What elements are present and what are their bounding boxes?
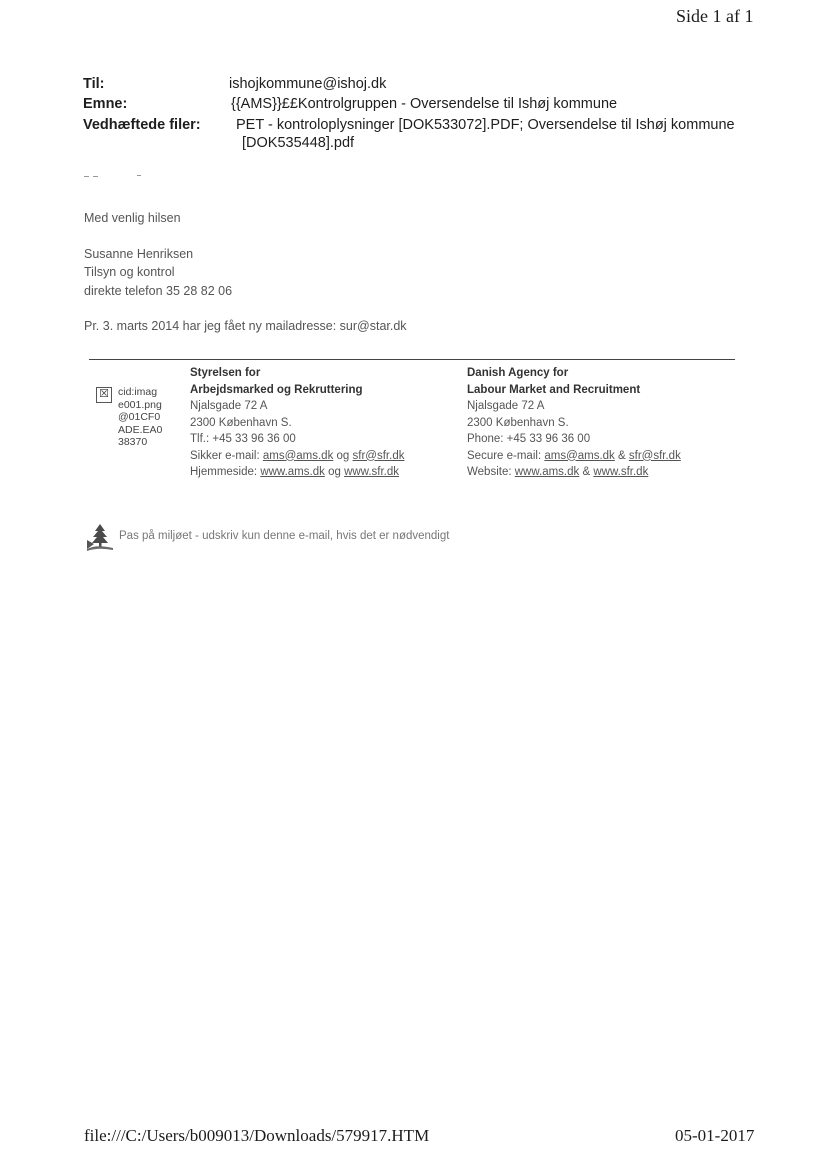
- tree-icon: [86, 522, 114, 552]
- street-address: Njalsgade 72 A: [190, 400, 268, 412]
- sender-department: Tilsyn og kontrol: [84, 265, 175, 279]
- agency-name-line1: Danish Agency for: [467, 367, 569, 379]
- image-alt-line: ADE.EA0: [118, 423, 163, 436]
- website-separator: og: [328, 466, 341, 478]
- agency-name-line1: Styrelsen for: [190, 367, 261, 379]
- signature-english: [467, 365, 681, 481]
- email-link-ams[interactable]: ams@ams.dk: [544, 449, 615, 462]
- subject-value: {{AMS}}££Kontrolgruppen - Oversendelse til Ishøj kommune: [231, 96, 618, 112]
- image-alt-line: 38370: [118, 436, 148, 448]
- eco-notice: Pas på miljøet - udskriv kun denne e-mail, hvis det er nødvendigt: [119, 530, 450, 542]
- website-link-sfr[interactable]: www.sfr.dk: [593, 466, 649, 478]
- email-separator: og: [336, 449, 350, 462]
- street-address: Njalsgade 72 A: [467, 400, 545, 412]
- email-label: Secure e-mail:: [467, 449, 542, 462]
- website-line: [190, 464, 404, 481]
- city-address: 2300 København S.: [467, 416, 569, 429]
- attachments-value-line2: [DOK535448].pdf: [242, 135, 355, 151]
- city-address: 2300 København S.: [190, 416, 292, 429]
- to-value: ishojkommune@ishoj.dk: [229, 76, 387, 92]
- scan-mark: [137, 175, 141, 176]
- agency-name-line2: Labour Market and Recruitment: [467, 383, 641, 396]
- website-label: Website:: [467, 466, 512, 478]
- scan-mark: [93, 176, 98, 177]
- email-separator: &: [618, 449, 626, 462]
- to-label: Til:: [83, 76, 105, 92]
- email-link-sfr[interactable]: sfr@sfr.dk: [628, 449, 681, 462]
- scan-mark: [84, 176, 89, 177]
- page-number: Side 1 af 1: [676, 6, 754, 26]
- mail-address-notice: Pr. 3. marts 2014 har jeg fået ny mailadresse: sur@star.dk: [84, 319, 407, 333]
- phone-number: Tlf.: +45 33 96 36 00: [190, 433, 296, 445]
- signature-divider: [89, 359, 735, 360]
- website-separator: &: [582, 466, 591, 478]
- email-link-sfr[interactable]: sfr@sfr.dk: [352, 449, 405, 462]
- website-line: [467, 464, 681, 481]
- email-line: [190, 448, 404, 465]
- sender-phone: direkte telefon 35 28 82 06: [84, 284, 233, 298]
- footer-file-path: file:///C:/Users/b009013/Downloads/579917.HTM: [84, 1126, 430, 1145]
- phone-number: Phone: +45 33 96 36 00: [467, 433, 591, 445]
- email-label: Sikker e-mail:: [190, 449, 260, 462]
- image-alt-text: [118, 386, 178, 449]
- greeting: Med venlig hilsen: [84, 211, 181, 225]
- broken-image-icon: ☒: [96, 387, 112, 403]
- signature-danish: [190, 365, 404, 481]
- sender-name: Susanne Henriksen: [84, 247, 194, 261]
- image-alt-line: cid:imag: [118, 386, 158, 398]
- website-link-ams[interactable]: www.ams.dk: [260, 466, 325, 478]
- email-line: [467, 448, 681, 465]
- website-link-sfr[interactable]: www.sfr.dk: [344, 466, 400, 478]
- subject-label: Emne:: [83, 96, 128, 112]
- image-alt-line: @01CF0: [118, 411, 161, 423]
- website-link-ams[interactable]: www.ams.dk: [514, 466, 580, 478]
- image-alt-line: e001.png: [118, 398, 162, 411]
- attachments-value-line1: PET - kontroloplysninger [DOK533072].PDF; Oversendelse til Ishøj kommune: [236, 117, 735, 133]
- footer-date: 05-01-2017: [675, 1126, 755, 1145]
- agency-name-line2: Arbejdsmarked og Rekruttering: [190, 383, 363, 396]
- email-link-ams[interactable]: ams@ams.dk: [262, 449, 334, 462]
- attachments-label: Vedhæftede filer:: [83, 117, 201, 133]
- website-label: Hjemmeside:: [190, 466, 258, 478]
